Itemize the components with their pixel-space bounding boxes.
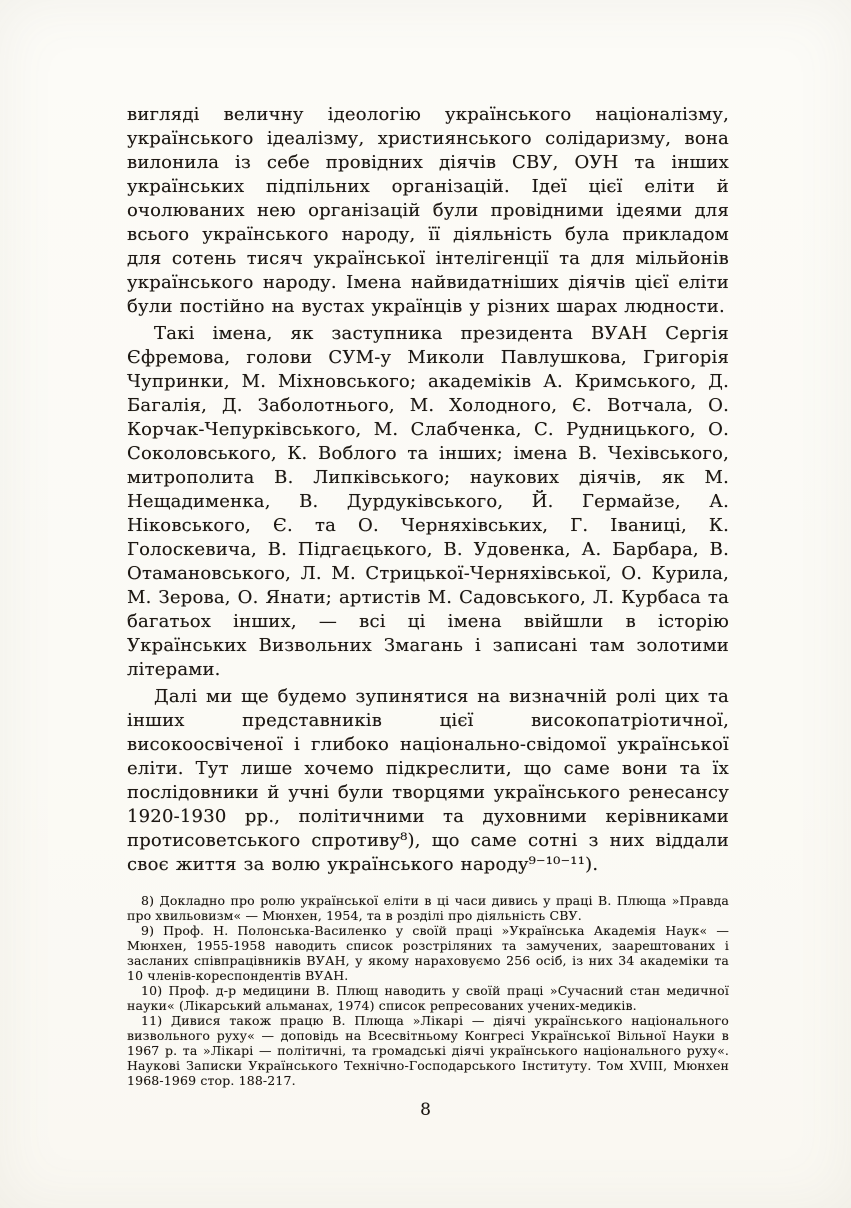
paragraph-2: Такі імена, як заступника президента ВУАН Сергія Єфремова, голови СУМ-у Миколи Павлушкова, Григорія Чупринки, М. Міхновського; академіків А. Кримського, Д. Багалія, Д. Заболотнього, М. Холодного, Є. Вотчала, О. Корчак-Чепурківського, М. Слабченка, С. Рудницького, О. Соколовського, К. Воблого та інших; імена В. Чехівського, митрополита В. Липківського; наукових діячів, як М. Нещадименка, В. Дурдуківського, Й. Гермайзе, А. Ніковського, Є. та О. Черняхівських, Г. Іваниці, К. Голоскевича, В. Підгаєцького, В. Удовенка, А. Барбара, В. Отамановського, Л. М. Стрицької-Черняхівської, О. Курила, М. Зерова, О. Янати; артистів М. Садовського, Л. Курбаса та багатьох інших, — всі ці імена ввійшли в історію Українських Визвольних Змагань і записані там золотими літерами. (127, 323, 729, 680)
footnotes-section (127, 893, 729, 1088)
paragraph-1: вигляді величну ідеологію українського націоналізму, українського ідеалізму, християнського солідаризму, вона вилонила із себе провідних діячів СВУ, ОУН та інших українських підпільних організацій. Ідеї цієї еліти й очолюваних нею організацій були провідними ідеями для всього українського народу, її діяльність була прикладом для сотень тисяч української інтелігенції та для мільйонів українського народу. Імена найвидатніших діячів цієї еліти були постійно на вустах українців у різних шарах людности. (127, 104, 729, 317)
page-number: 8 (420, 1100, 431, 1120)
text-column (127, 103, 729, 1088)
paragraph-3: Далі ми ще будемо зупинятися на визначній ролі цих та інших представників цієї високопатріотичної, високоосвіченої і глибоко національно-свідомої української еліти. Тут лише хочемо підкреслити, що саме вони та їх послідовники й учні були творцями українського ренесансу 1920-1930 рр., політичними та духовними керівниками протисоветського спротиву⁸), що саме сотні з них віддали своє життя за волю українського народу⁹⁻¹⁰⁻¹¹). (127, 686, 729, 875)
main-text (127, 103, 729, 877)
footnote-10: 10) Проф. д-р медицини В. Плющ наводить у своїй праці »Сучасний стан медичної науки« (Лікарський альманах, 1974) список репресованих учених-медиків. (127, 983, 729, 1013)
footnote-8: 8) Докладно про ролю української еліти в ці часи дивись у праці В. Плюща »Правда про хвильовизм« — Мюнхен, 1954, та в розділі про діяльність СВУ. (127, 893, 729, 923)
footnote-9: 9) Проф. Н. Полонська-Василенко у своїй праці »Українська Академія Наук« — Мюнхен, 1955-1958 наводить список розстріляних та замучених, заарештованих і засланих співпрацівників ВУАН, у якому нараховуємо 256 осіб, із них 34 академіки та 10 членів-кореспондентів ВУАН. (127, 923, 729, 983)
footnote-11: 11) Дивися також працю В. Плюща »Лікарі — діячі українського національного визвольного руху« — доповідь на Всесвітньому Конгресі Української Вільної Науки в 1967 р. та »Лікарі — політичні, та громадські діячі українського національного руху«. Наукові Записки Українського Технічно-Господарського Інституту. Том XVIII, Мюнхен 1968-1969 стор. 188-217. (127, 1013, 729, 1088)
